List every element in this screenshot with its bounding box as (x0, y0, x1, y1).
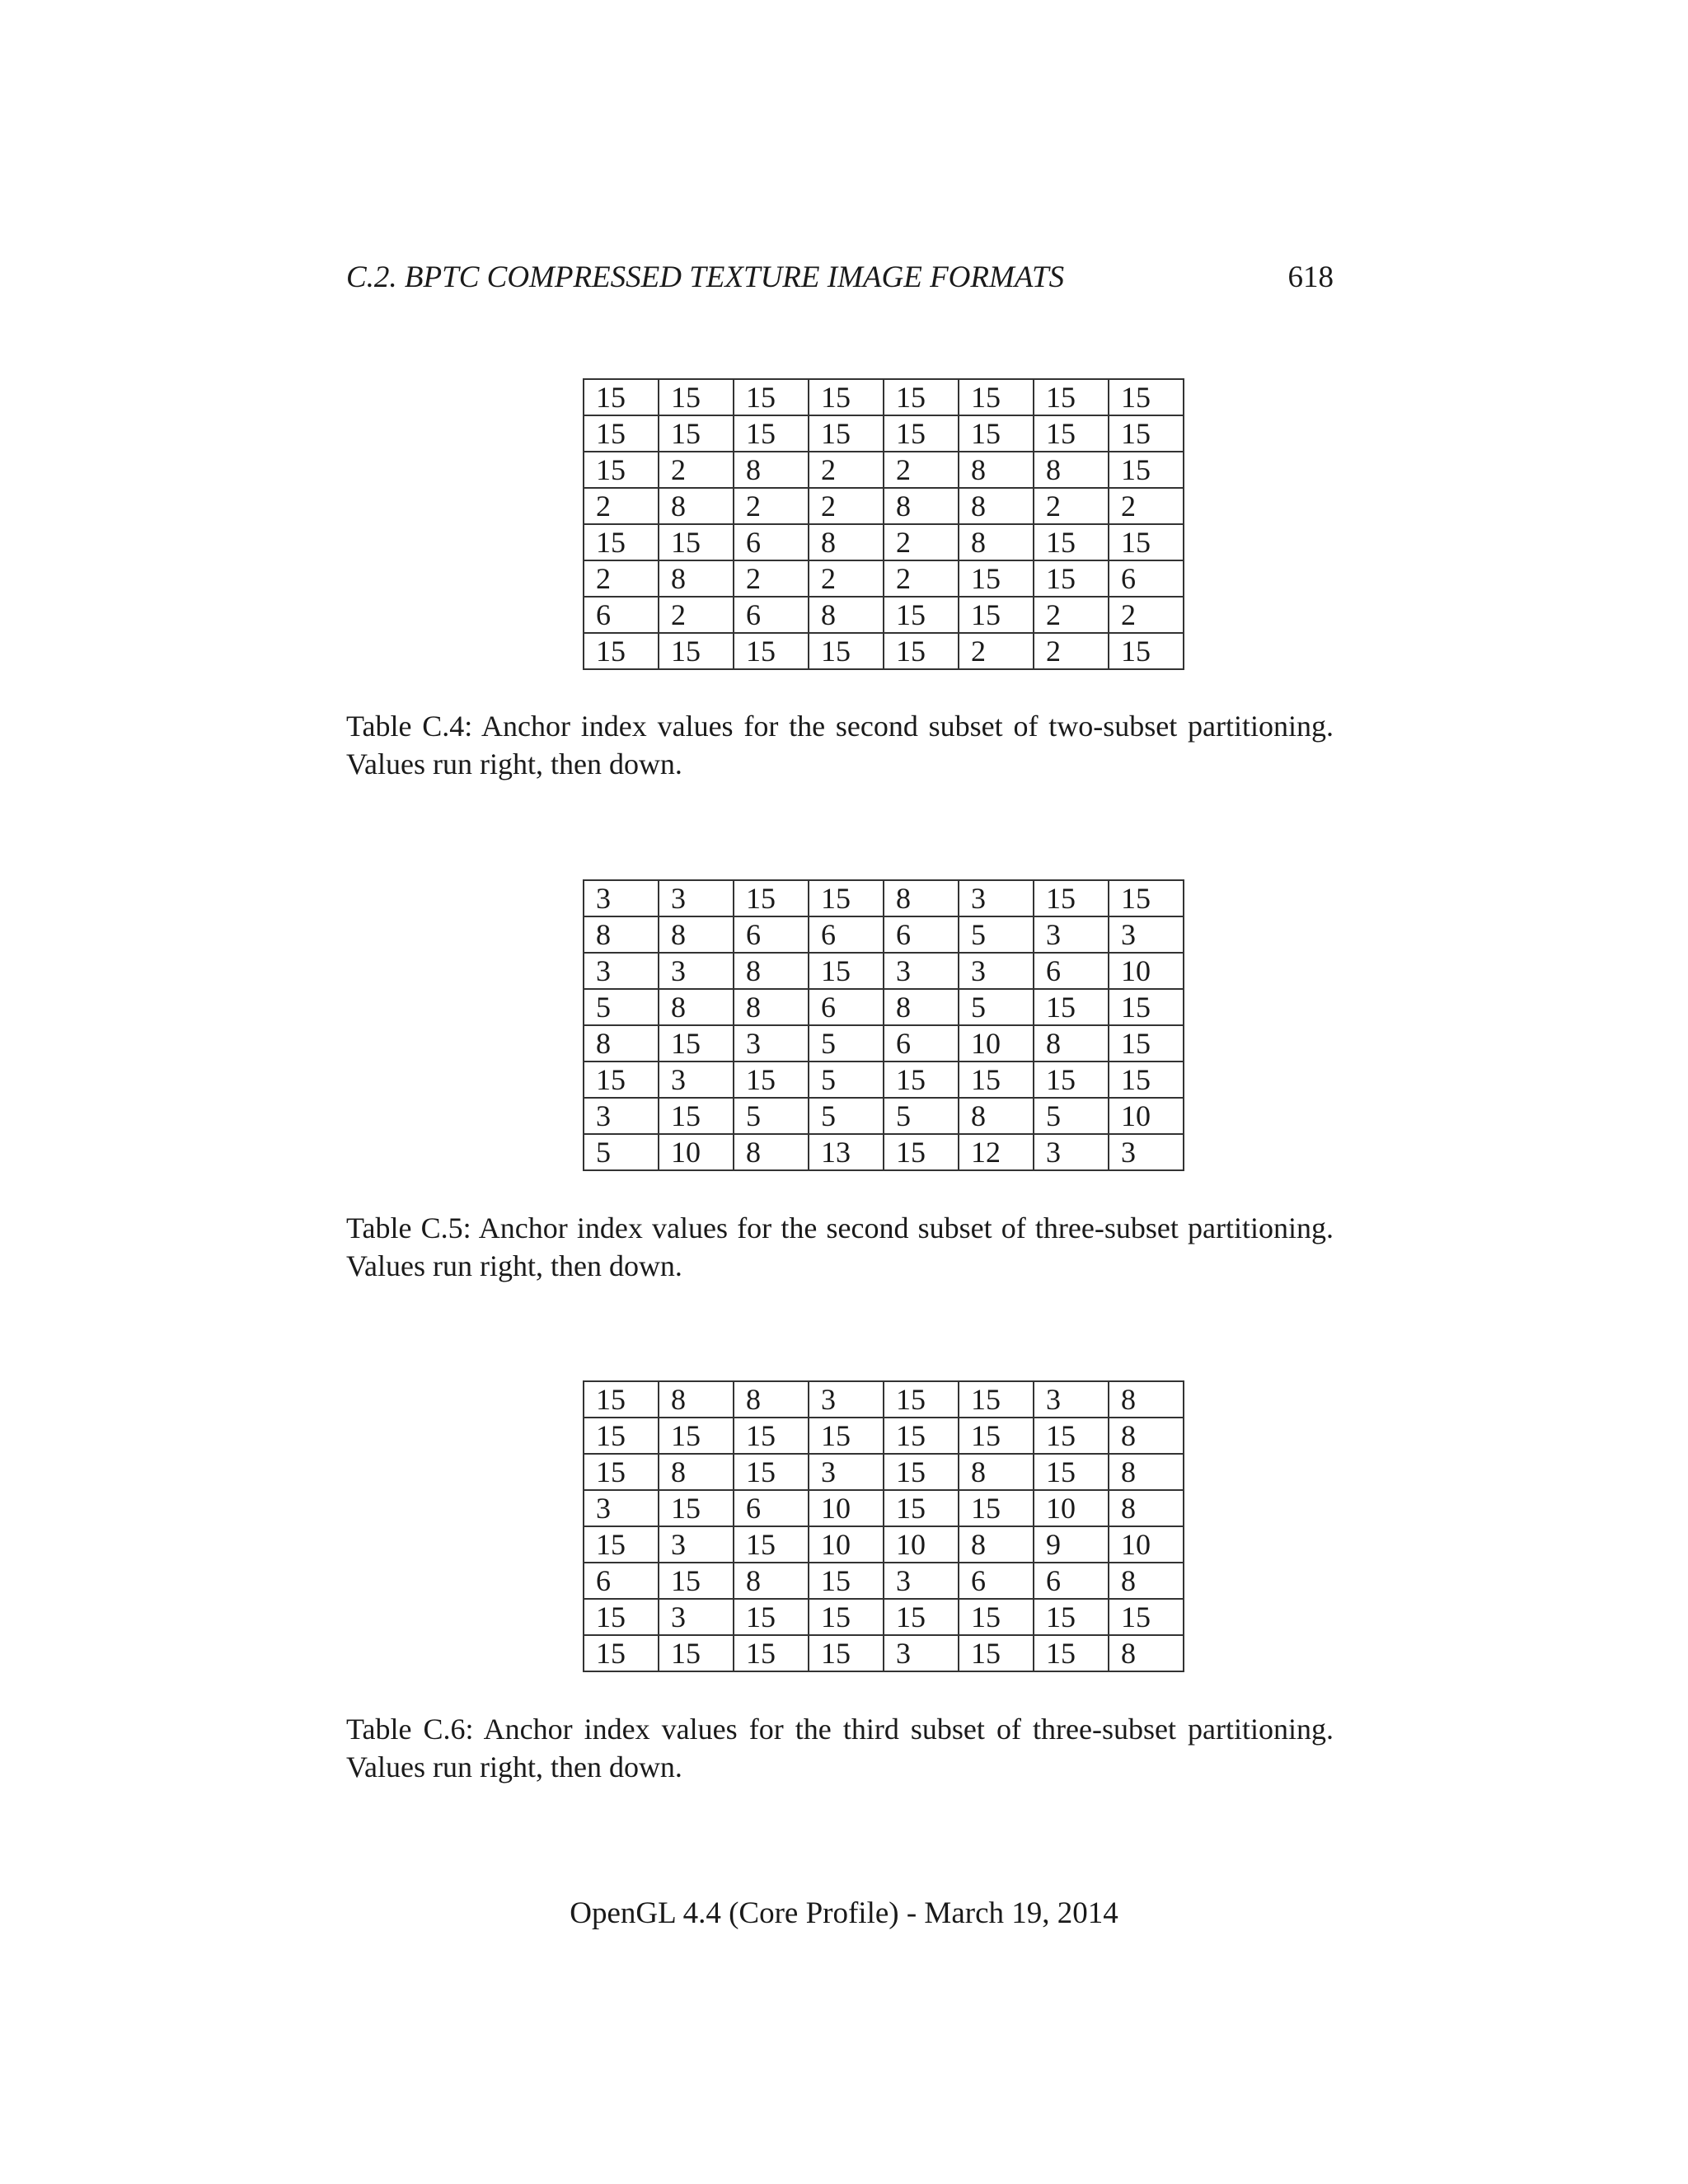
table-cell: 2 (584, 560, 659, 597)
table-cell: 15 (734, 1635, 809, 1671)
table-cell: 2 (1034, 633, 1109, 669)
table-cell: 15 (884, 379, 959, 415)
table-cell: 15 (659, 415, 734, 452)
table-cell: 3 (659, 1599, 734, 1635)
table-cell: 15 (809, 379, 884, 415)
table-cell: 8 (959, 1454, 1034, 1490)
table-cell: 15 (884, 1134, 959, 1170)
table-cell: 8 (1109, 1381, 1184, 1418)
table-cell: 15 (884, 1454, 959, 1490)
table-cell: 6 (884, 916, 959, 953)
table-cell: 3 (659, 953, 734, 989)
table-cell: 15 (884, 1599, 959, 1635)
table-cell: 15 (884, 1381, 959, 1418)
table-cell: 15 (659, 1098, 734, 1134)
table-cell: 15 (959, 560, 1034, 597)
table-cell: 6 (1034, 953, 1109, 989)
table-cell: 15 (584, 1418, 659, 1454)
table-cell: 6 (734, 524, 809, 560)
table-cell: 8 (659, 989, 734, 1025)
table-cell: 3 (959, 880, 1034, 916)
section-title: C.2. BPTC COMPRESSED TEXTURE IMAGE FORMATS (346, 260, 1065, 294)
table-cell: 15 (1109, 880, 1184, 916)
table-cell: 8 (734, 953, 809, 989)
table-cell: 10 (809, 1526, 884, 1563)
table-row (584, 989, 1184, 1025)
table-cell: 3 (809, 1381, 884, 1418)
table-cell: 15 (959, 1599, 1034, 1635)
table-cell: 8 (659, 916, 734, 953)
table-cell: 15 (1109, 633, 1184, 669)
table-cell: 8 (884, 989, 959, 1025)
table-cell: 15 (659, 1418, 734, 1454)
table-row (584, 1134, 1184, 1170)
caption-c6 (346, 1710, 1334, 1786)
table-cell: 15 (659, 524, 734, 560)
table-row (584, 560, 1184, 597)
table-cell: 3 (659, 1526, 734, 1563)
table-cell: 15 (734, 379, 809, 415)
table-cell: 2 (809, 560, 884, 597)
table-cell: 3 (1034, 1381, 1109, 1418)
caption-line: Values run right, then down. (346, 748, 682, 780)
table-row (584, 415, 1184, 452)
table-cell: 6 (584, 1563, 659, 1599)
table-cell: 15 (884, 597, 959, 633)
table-cell: 15 (659, 1635, 734, 1671)
table-cell: 15 (959, 379, 1034, 415)
table-cell: 15 (1034, 880, 1109, 916)
table-cell: 10 (1034, 1490, 1109, 1526)
table-cell: 15 (1109, 1062, 1184, 1098)
table-cell: 5 (809, 1098, 884, 1134)
table-c5 (583, 879, 1184, 1171)
table-cell: 2 (1034, 488, 1109, 524)
table-c4 (583, 378, 1184, 670)
table-row (584, 916, 1184, 953)
table-cell: 2 (734, 560, 809, 597)
table-cell: 3 (884, 1635, 959, 1671)
table-cell: 8 (734, 1134, 809, 1170)
table-cell: 8 (734, 989, 809, 1025)
table-cell: 2 (659, 452, 734, 488)
table-cell: 8 (959, 524, 1034, 560)
table-row (584, 1490, 1184, 1526)
table-cell: 8 (734, 1381, 809, 1418)
caption-c4 (346, 707, 1334, 783)
table-cell: 8 (1109, 1490, 1184, 1526)
table-c6 (583, 1380, 1184, 1672)
table-cell: 15 (659, 1490, 734, 1526)
table-cell: 13 (809, 1134, 884, 1170)
table-cell: 6 (1034, 1563, 1109, 1599)
table-cell: 15 (809, 415, 884, 452)
table-cell: 15 (1109, 415, 1184, 452)
table-cell: 15 (884, 633, 959, 669)
table-cell: 8 (809, 597, 884, 633)
table-row (584, 633, 1184, 669)
table-cell: 3 (884, 1563, 959, 1599)
table-cell: 3 (1034, 916, 1109, 953)
table-cell: 8 (809, 524, 884, 560)
table-cell: 8 (584, 916, 659, 953)
table-cell: 15 (584, 415, 659, 452)
table-cell: 8 (659, 1381, 734, 1418)
table-cell: 15 (1034, 989, 1109, 1025)
table-cell: 15 (584, 1635, 659, 1671)
table-cell: 15 (959, 597, 1034, 633)
table-cell: 2 (809, 488, 884, 524)
table-row (584, 452, 1184, 488)
table-cell: 6 (809, 916, 884, 953)
table-cell: 5 (809, 1062, 884, 1098)
table-cell: 8 (659, 560, 734, 597)
table-cell: 6 (809, 989, 884, 1025)
table-cell: 15 (584, 633, 659, 669)
table-cell: 15 (1109, 452, 1184, 488)
table-cell: 8 (884, 880, 959, 916)
table-cell: 15 (584, 524, 659, 560)
table-cell: 3 (884, 953, 959, 989)
table-cell: 3 (584, 1098, 659, 1134)
table-cell: 6 (734, 1490, 809, 1526)
table-cell: 15 (734, 1599, 809, 1635)
table-cell: 5 (959, 916, 1034, 953)
table-cell: 15 (809, 633, 884, 669)
caption-line: Values run right, then down. (346, 1249, 682, 1282)
table-cell: 15 (809, 953, 884, 989)
table-row (584, 1635, 1184, 1671)
table-cell: 3 (1034, 1134, 1109, 1170)
table-cell: 15 (734, 1062, 809, 1098)
table-row (584, 1062, 1184, 1098)
table-row (584, 1563, 1184, 1599)
table-cell: 2 (1034, 597, 1109, 633)
table-cell: 3 (584, 880, 659, 916)
table-cell: 15 (584, 1526, 659, 1563)
table-cell: 8 (1109, 1635, 1184, 1671)
table-cell: 15 (734, 880, 809, 916)
table-cell: 12 (959, 1134, 1034, 1170)
table-cell: 5 (1034, 1098, 1109, 1134)
table-cell: 2 (1109, 488, 1184, 524)
table-cell: 2 (884, 560, 959, 597)
table-cell: 3 (659, 880, 734, 916)
table-row (584, 597, 1184, 633)
table-cell: 2 (734, 488, 809, 524)
caption-line: Table C.6: Anchor index values for the third subset of three-subset partitioning. (346, 1713, 1334, 1746)
table-cell: 3 (1109, 1134, 1184, 1170)
table-cell: 15 (809, 1418, 884, 1454)
table-cell: 15 (809, 1599, 884, 1635)
table-cell: 10 (884, 1526, 959, 1563)
table-cell: 15 (659, 379, 734, 415)
table-cell: 15 (584, 379, 659, 415)
table-cell: 15 (1034, 1454, 1109, 1490)
table-cell: 10 (1109, 1098, 1184, 1134)
table-cell: 15 (884, 1490, 959, 1526)
table-cell: 8 (659, 1454, 734, 1490)
table-cell: 8 (1034, 452, 1109, 488)
table-cell: 2 (584, 488, 659, 524)
table-row (584, 524, 1184, 560)
caption-c5 (346, 1209, 1334, 1285)
table-cell: 3 (584, 953, 659, 989)
table-cell: 6 (734, 597, 809, 633)
table-cell: 15 (809, 880, 884, 916)
table-cell: 15 (734, 1454, 809, 1490)
table-cell: 15 (1034, 415, 1109, 452)
table-cell: 2 (809, 452, 884, 488)
table-row (584, 1599, 1184, 1635)
table-cell: 3 (809, 1454, 884, 1490)
table-cell: 15 (1034, 1635, 1109, 1671)
table-cell: 8 (1109, 1454, 1184, 1490)
caption-line: Table C.5: Anchor index values for the second subset of three-subset partitioning. (346, 1212, 1334, 1244)
table-cell: 3 (584, 1490, 659, 1526)
page-number: 618 (1287, 260, 1334, 294)
table-cell: 15 (1034, 524, 1109, 560)
caption-line: Values run right, then down. (346, 1750, 682, 1783)
table-cell: 10 (1109, 1526, 1184, 1563)
table-row (584, 880, 1184, 916)
table-cell: 2 (884, 452, 959, 488)
table-cell: 2 (884, 524, 959, 560)
table-cell: 6 (734, 916, 809, 953)
table-row (584, 953, 1184, 989)
table-cell: 8 (1109, 1418, 1184, 1454)
table-cell: 15 (1109, 524, 1184, 560)
table-row (584, 488, 1184, 524)
table-cell: 5 (959, 989, 1034, 1025)
page-footer: OpenGL 4.4 (Core Profile) - March 19, 2014 (570, 1896, 1118, 1930)
table-cell: 6 (584, 597, 659, 633)
table-cell: 15 (1109, 1599, 1184, 1635)
table-cell: 10 (809, 1490, 884, 1526)
table-cell: 15 (584, 1599, 659, 1635)
table-cell: 3 (1109, 916, 1184, 953)
table-cell: 10 (959, 1025, 1034, 1062)
table-cell: 10 (659, 1134, 734, 1170)
table-cell: 15 (584, 1454, 659, 1490)
page-header (346, 257, 1334, 298)
table-cell: 15 (959, 1635, 1034, 1671)
table-cell: 3 (734, 1025, 809, 1062)
table-cell: 8 (959, 1098, 1034, 1134)
table-cell: 15 (959, 1418, 1034, 1454)
table-cell: 2 (959, 633, 1034, 669)
table-row (584, 379, 1184, 415)
table-row (584, 1454, 1184, 1490)
table-cell: 15 (884, 415, 959, 452)
table-cell: 15 (659, 1563, 734, 1599)
table-cell: 15 (809, 1563, 884, 1599)
table-cell: 15 (584, 452, 659, 488)
table-cell: 6 (1109, 560, 1184, 597)
table-cell: 15 (659, 633, 734, 669)
table-cell: 15 (659, 1025, 734, 1062)
table-cell: 15 (884, 1418, 959, 1454)
table-cell: 15 (584, 1381, 659, 1418)
table-cell: 5 (884, 1098, 959, 1134)
table-cell: 8 (659, 488, 734, 524)
table-cell: 5 (584, 1134, 659, 1170)
table-cell: 15 (734, 1526, 809, 1563)
table-cell: 15 (734, 415, 809, 452)
caption-line: Table C.4: Anchor index values for the second subset of two-subset partitioning. (346, 710, 1334, 743)
table-row (584, 1418, 1184, 1454)
table-cell: 2 (659, 597, 734, 633)
table-cell: 3 (659, 1062, 734, 1098)
table-cell: 8 (734, 452, 809, 488)
table-cell: 15 (1034, 1062, 1109, 1098)
table-cell: 15 (959, 415, 1034, 452)
table-cell: 3 (959, 953, 1034, 989)
table-cell: 9 (1034, 1526, 1109, 1563)
table-row (584, 1025, 1184, 1062)
table-cell: 8 (1109, 1563, 1184, 1599)
table-row (584, 1381, 1184, 1418)
table-cell: 6 (884, 1025, 959, 1062)
table-cell: 8 (1034, 1025, 1109, 1062)
table-cell: 15 (1109, 379, 1184, 415)
table-cell: 15 (1109, 1025, 1184, 1062)
table-cell: 15 (734, 633, 809, 669)
table-cell: 2 (1109, 597, 1184, 633)
table-cell: 15 (959, 1062, 1034, 1098)
table-row (584, 1526, 1184, 1563)
table-cell: 6 (959, 1563, 1034, 1599)
table-cell: 15 (734, 1418, 809, 1454)
table-cell: 8 (959, 488, 1034, 524)
table-cell: 15 (1109, 989, 1184, 1025)
table-cell: 15 (1034, 560, 1109, 597)
table-cell: 8 (734, 1563, 809, 1599)
table-cell: 15 (1034, 1599, 1109, 1635)
table-cell: 15 (959, 1490, 1034, 1526)
table-cell: 15 (959, 1381, 1034, 1418)
table-cell: 15 (809, 1635, 884, 1671)
table-cell: 5 (584, 989, 659, 1025)
table-cell: 15 (884, 1062, 959, 1098)
table-row (584, 1098, 1184, 1134)
table-cell: 15 (1034, 379, 1109, 415)
table-cell: 8 (584, 1025, 659, 1062)
table-cell: 5 (809, 1025, 884, 1062)
table-cell: 15 (584, 1062, 659, 1098)
table-cell: 8 (884, 488, 959, 524)
table-cell: 5 (734, 1098, 809, 1134)
table-cell: 8 (959, 1526, 1034, 1563)
table-cell: 15 (1034, 1418, 1109, 1454)
table-cell: 10 (1109, 953, 1184, 989)
table-cell: 8 (959, 452, 1034, 488)
